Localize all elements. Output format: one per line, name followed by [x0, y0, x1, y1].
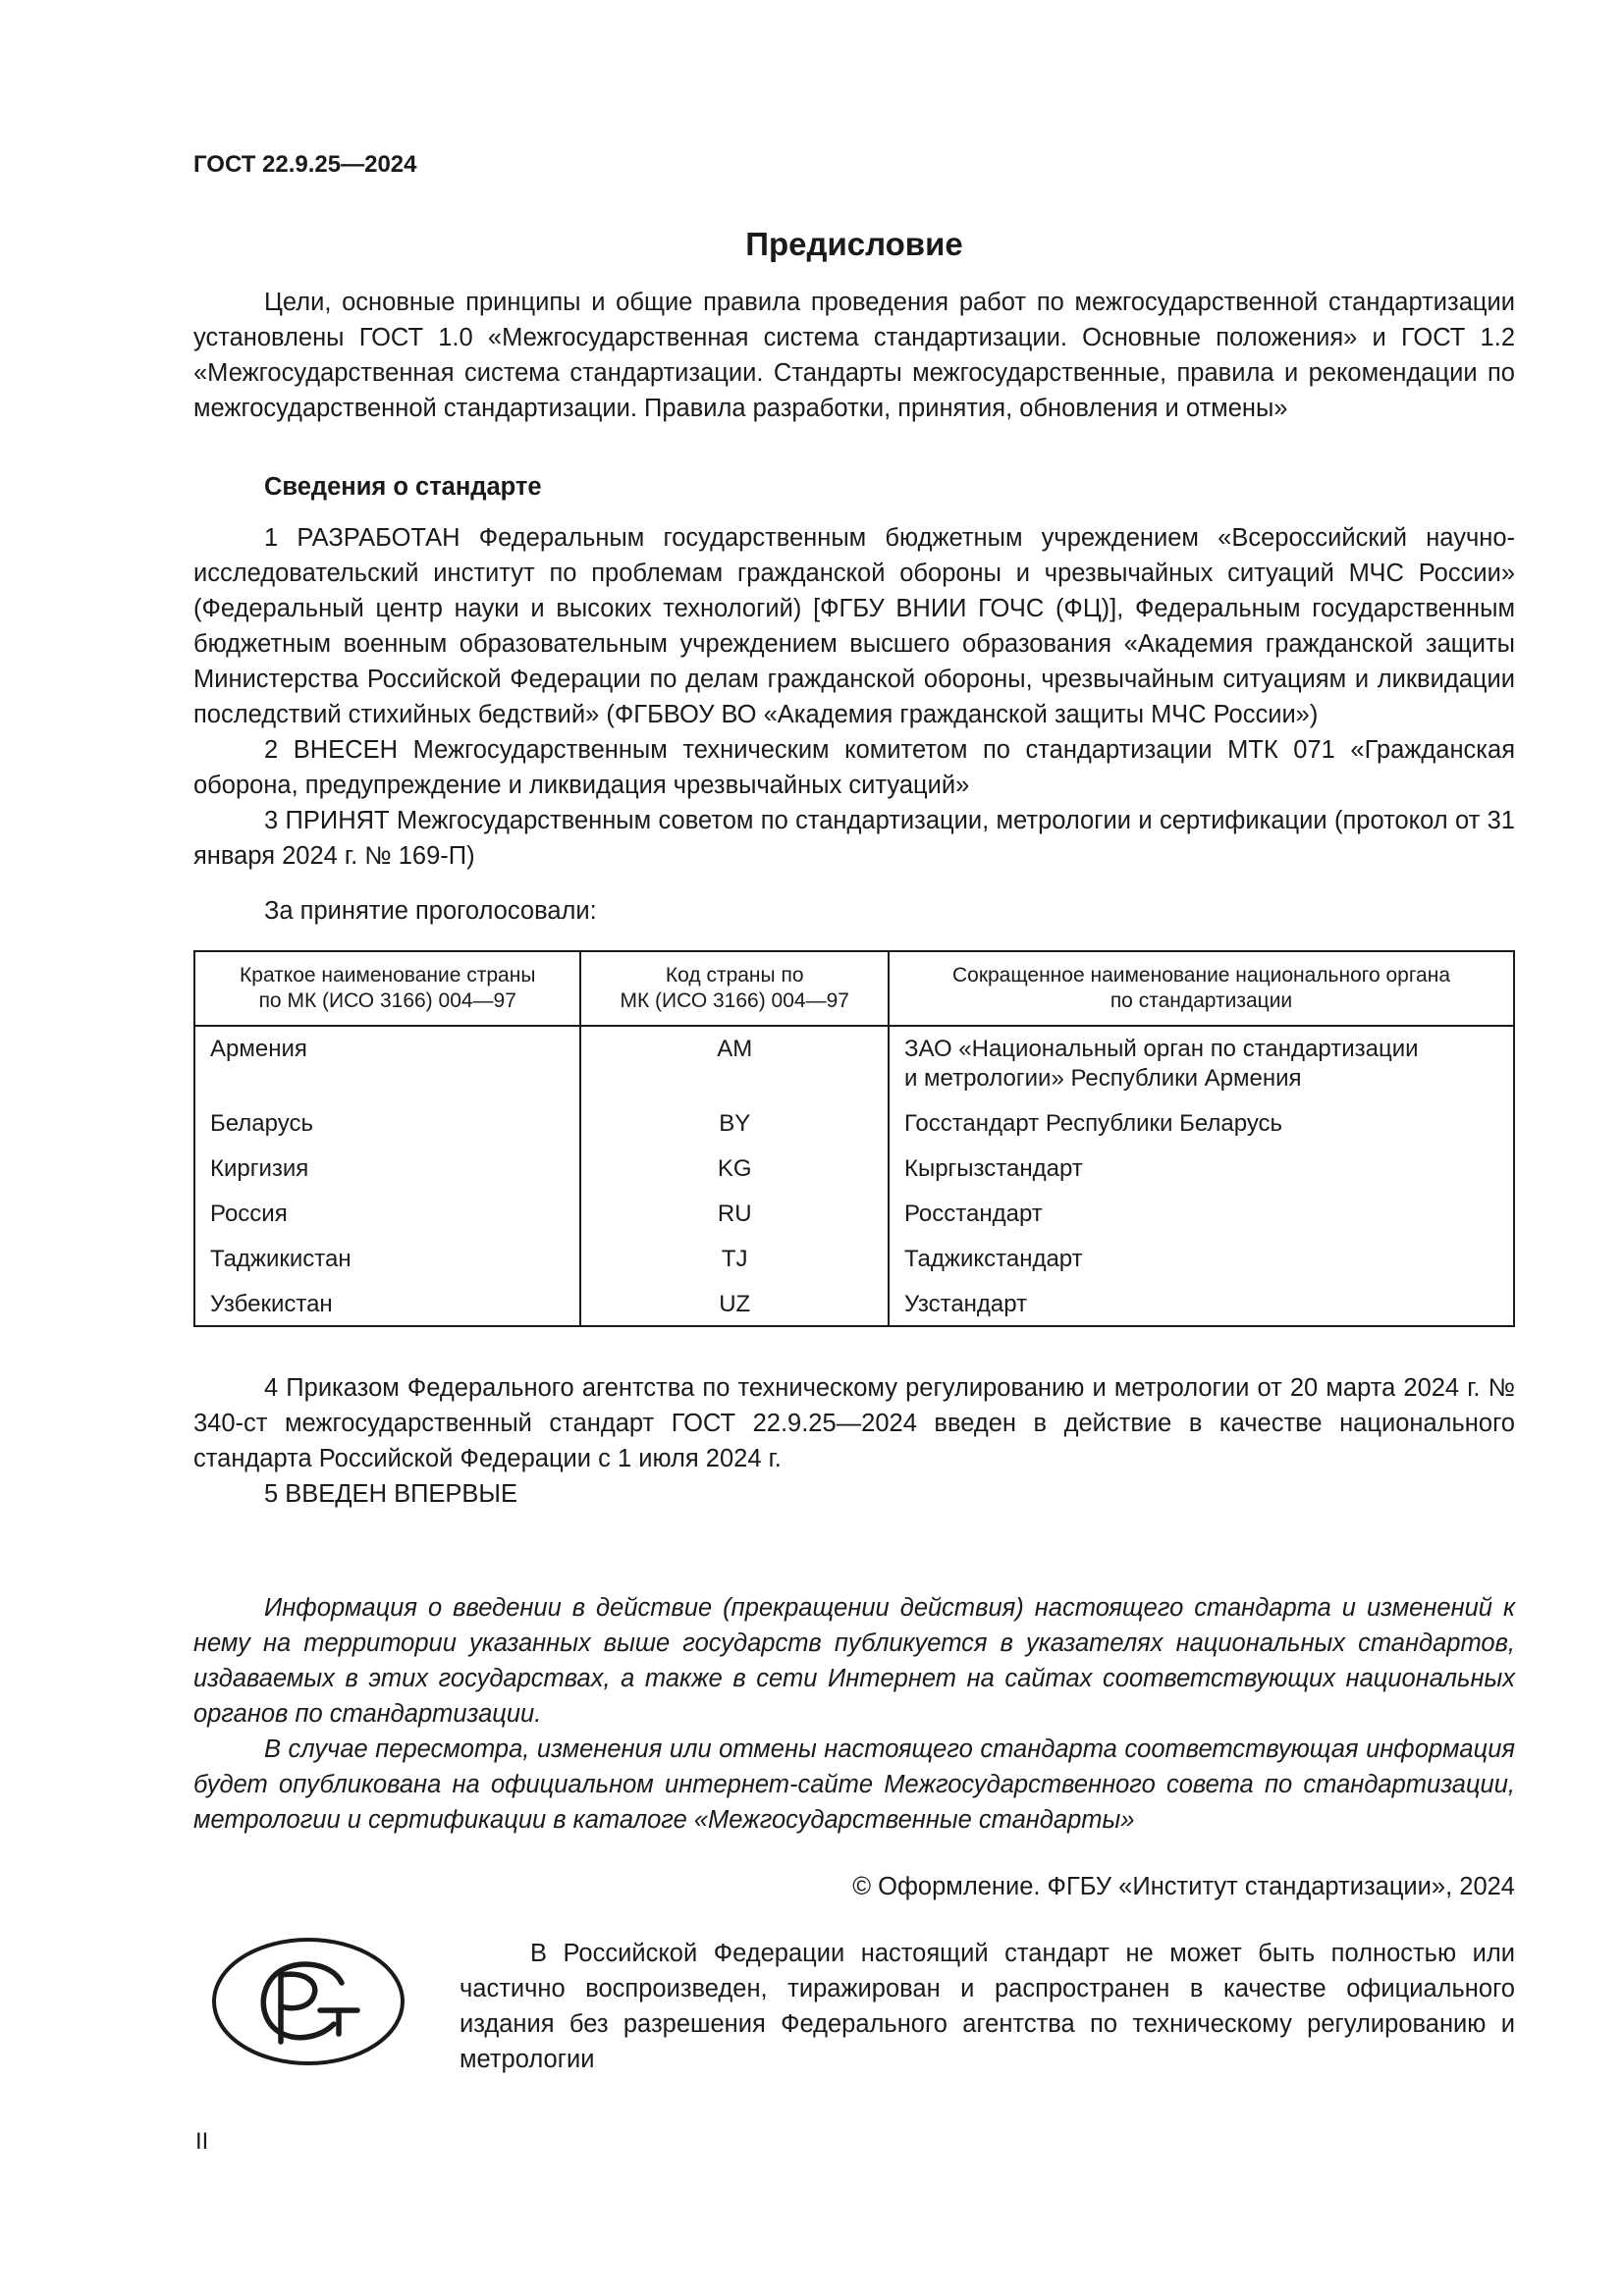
voting-table	[193, 950, 1515, 1327]
copyright-line: © Оформление. ФГБУ «Институт стандартизации», 2024	[852, 1873, 1515, 1900]
country-cell: Узбекистан	[194, 1284, 580, 1326]
item-developed: 1 РАЗРАБОТАН Федеральным государственным бюджетным учреждением «Всероссийский научно-исследовательский институт по проблемам гражданской обороны и чрезвычайных ситуаций МЧС России» (Федеральный центр науки и высоких технологий) [ФГБУ ВНИИ ГОЧС (ФЦ)], Федеральным государственным бюджетным военным образовательным учреждением высшего образования «Академия гражданской защиты Министерства Российской Федерации по делам гражданской обороны, чрезвычайным ситуациям и ликвидации последствий стихийных бедствий» (ФГБВОУ ВО «Академия гражданской защиты МЧС России»)	[193, 524, 1515, 728]
country-cell: Таджикистан	[194, 1239, 580, 1284]
item-enacted: 4 Приказом Федерального агентства по техническому регулированию и метрологии от 20 марта 2024 г. № 340-ст межгосударственный стандарт ГОСТ 22.9.25—2024 введен в действие в качестве национального стандарта Российской Федерации с 1 июля 2024 г.	[193, 1374, 1515, 1472]
document-code: ГОСТ 22.9.25—2024	[193, 151, 417, 178]
table-row	[194, 1239, 1514, 1284]
notice-paragraph: Информация о введении в действие (прекращении действия) настоящего стандарта и изменений к нему на территории указанных выше государств публикуется в указателях национальных стандартов, издаваемых в этих государствах, а также в сети Интернет на сайтах соответствующих национальных органов по стандартизации.	[193, 1594, 1515, 1728]
code-cell: UZ	[580, 1284, 888, 1326]
code-cell: RU	[580, 1194, 888, 1239]
standard-info-heading: Сведения о стандарте	[264, 473, 542, 501]
country-cell: Россия	[194, 1194, 580, 1239]
item-adopted: 3 ПРИНЯТ Межгосударственным советом по стандартизации, метрологии и сертификации (протокол от 31 января 2024 г. № 169-П)	[193, 807, 1515, 870]
body-cell: ЗАО «Национальный орган по стандартизации и метрологии» Республики Армения	[889, 1026, 1514, 1103]
code-cell: KG	[580, 1148, 888, 1194]
body-cell: Узстандарт	[889, 1284, 1514, 1326]
header-code: Код страны по МК (ИСО 3166) 004—97	[580, 951, 888, 1026]
item-submitted: 2 ВНЕСЕН Межгосударственным техническим комитетом по стандартизации МТК 071 «Гражданская оборона, предупреждение и ликвидация чрезвычайных ситуаций»	[193, 736, 1515, 799]
code-cell: BY	[580, 1103, 888, 1148]
header-body: Сокращенное наименование национального органа по стандартизации	[889, 951, 1514, 1026]
notice-paragraph: В случае пересмотра, изменения или отмены настоящего стандарта соответствующая информация будет опубликована на официальном интернет-сайте Межгосударственного совета по стандартизации, метрологии и сертификации в каталоге «Межгосударственные стандарты»	[193, 1735, 1515, 1834]
intro-section	[193, 285, 1515, 426]
table-header-row	[194, 951, 1514, 1026]
body-cell: Кыргызстандарт	[889, 1148, 1514, 1194]
page-number: II	[195, 2128, 209, 2155]
code-cell: AM	[580, 1026, 888, 1103]
intro-paragraph: Цели, основные принципы и общие правила проведения работ по межгосударственной стандартизации установлены ГОСТ 1.0 «Межгосударственная система стандартизации. Основные положения» и ГОСТ 1.2 «Межгосударственная система стандартизации. Стандарты межгосударственные, правила и рекомендации по межгосударственной стандартизации. Правила разработки, принятия, обновления и отмены»	[193, 289, 1515, 422]
voted-label: За принятие проголосовали:	[264, 897, 597, 925]
item-first-introduced: 5 ВВЕДЕН ВПЕРВЫЕ	[264, 1480, 518, 1508]
country-cell: Беларусь	[194, 1103, 580, 1148]
country-cell: Киргизия	[194, 1148, 580, 1194]
table-row	[194, 1026, 1514, 1103]
body-cell: Таджикстандарт	[889, 1239, 1514, 1284]
table-row	[194, 1103, 1514, 1148]
rst-logo-icon	[210, 1936, 406, 2067]
table-row	[194, 1284, 1514, 1326]
table-row	[194, 1148, 1514, 1194]
standard-info-items	[193, 520, 1515, 874]
enactment-section	[193, 1370, 1515, 1512]
body-cell: Госстандарт Республики Беларусь	[889, 1103, 1514, 1148]
code-cell: TJ	[580, 1239, 888, 1284]
table-row	[194, 1194, 1514, 1239]
header-country: Краткое наименование страны по МК (ИСО 3166) 004—97	[194, 951, 580, 1026]
rights-notice: В Российской Федерации настоящий стандарт не может быть полностью или частично воспроизведен, тиражирован и распространен в качестве официального издания без разрешения Федерального агентства по техническому регулированию и метрологии	[460, 1940, 1515, 2073]
body-cell: Росстандарт	[889, 1194, 1514, 1239]
page-title: Предисловие	[745, 226, 963, 262]
notice-section	[193, 1590, 1515, 1838]
country-cell: Армения	[194, 1026, 580, 1103]
